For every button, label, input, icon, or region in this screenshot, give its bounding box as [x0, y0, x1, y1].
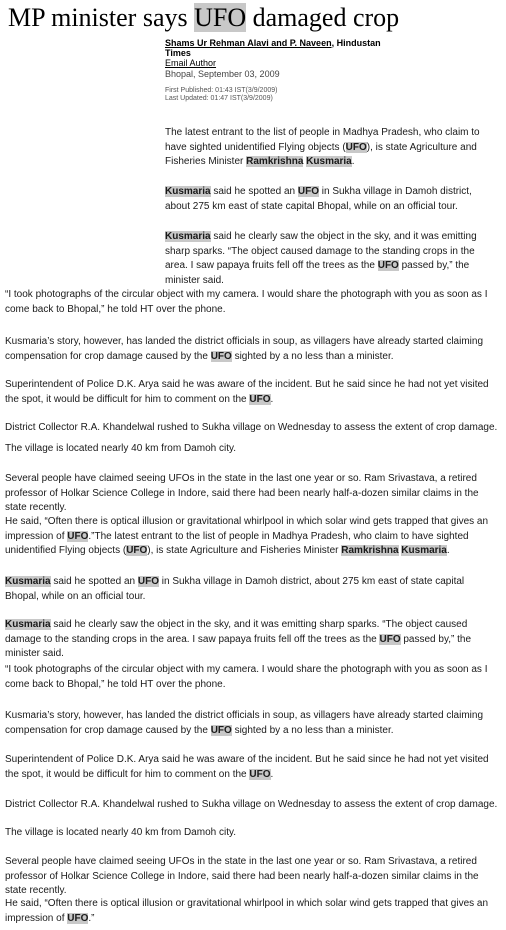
- paragraph: District Collector R.A. Khandelwal rushed to Sukha village on Wednesday to assess the extent of crop damage.: [5, 799, 498, 810]
- paragraph: He said, “Often there is optical illusion or gravitational whirlpool in which solar wind gets trapped that gives an impression of UFO.”The latest entrant to the list of people in Madhya Pradesh, who claim to have sighted unidentified Flying objects (UFO), is state Agriculture and Fisheries Minister Ramkrishna Kusmaria.: [5, 516, 489, 556]
- keyword-highlight: UFO: [210, 350, 232, 362]
- keyword-highlight: UFO: [67, 530, 89, 542]
- keyword-highlight: Kusmaria: [165, 231, 211, 242]
- keyword-highlight: UFO: [377, 260, 399, 271]
- paragraph: Kusmaria said he clearly saw the object in the sky, and it was emitting sharp sparks. “The object caused damage to the standing crops in the area. I saw papaya fruits fell off the trees as the UFO passed by,” the minister said.: [165, 231, 477, 286]
- keyword-highlight: Kusmaria: [5, 619, 51, 630]
- paragraph: Kusmaria said he spotted an UFO in Sukha village in Damoh district, about 275 km east of state capital Bhopal, while on an official tour.: [5, 576, 465, 602]
- headline-highlight: UFO: [194, 3, 247, 32]
- keyword-highlight: UFO: [379, 633, 401, 645]
- paragraph: Kusmaria said he spotted an UFO in Sukha village in Damoh district, about 275 km east of state capital Bhopal, while on an official tour.: [165, 186, 472, 212]
- keyword-highlight: UFO: [249, 768, 271, 780]
- paragraph: The village is located nearly 40 km from Damoh city.: [5, 443, 237, 454]
- article-headline: [8, 2, 399, 34]
- paragraph: District Collector R.A. Khandelwal rushed to Sukha village on Wednesday to assess the extent of crop damage.: [5, 422, 498, 433]
- paragraph: Kusmaria said he clearly saw the object in the sky, and it was emitting sharp sparks. “The object caused damage to the standing crops in the area. I saw papaya fruits fell off the trees as the UFO passed by,” the minister said.: [5, 619, 472, 659]
- paragraph: Kusmaria’s story, however, has landed the district officials in soup, as villagers have already started claiming compensation for crop damage caused by the UFO sighted by a no less than a minister.: [5, 710, 484, 736]
- keyword-highlight: UFO: [137, 576, 159, 587]
- keyword-highlight: UFO: [345, 141, 367, 153]
- email-author-link[interactable]: Email Author: [165, 58, 217, 68]
- paragraph: “I took photographs of the circular object with my camera. I would share the photograph with you as soon as I come back to Bhopal,” he told HT over the phone.: [5, 664, 488, 690]
- keyword-highlight: Kusmaria: [401, 545, 447, 556]
- publication-name: Hindustan Times: [165, 38, 381, 58]
- paragraph: The village is located nearly 40 km from Damoh city.: [5, 827, 237, 838]
- byline-authors-line: Shams Ur Rehman Alavi and P. Naveen, Hindustan Times: [165, 38, 381, 58]
- paragraph: Kusmaria’s story, however, has landed the district officials in soup, as villagers have already started claiming compensation for crop damage caused by the UFO sighted by a no less than a minister.: [5, 336, 484, 362]
- author-link[interactable]: Shams Ur Rehman Alavi and P. Naveen: [165, 38, 332, 48]
- paragraph: Superintendent of Police D.K. Arya said he was aware of the incident. But he said since he had not yet visited the spot, it would be difficult for him to comment on the UFO.: [5, 754, 489, 780]
- first-published: First Published: 01:43 IST(3/9/2009): [165, 87, 278, 94]
- keyword-highlight: UFO: [249, 393, 271, 405]
- paragraph: He said, “Often there is optical illusion or gravitational whirlpool in which solar wind gets trapped that gives an impression of UFO.”: [5, 898, 489, 924]
- paragraph: Superintendent of Police D.K. Arya said he was aware of the incident. But he said since he had not yet visited the spot, it would be difficult for him to comment on the UFO.: [5, 379, 489, 405]
- dateline: Bhopal, September 03, 2009: [165, 69, 280, 79]
- keyword-highlight: UFO: [297, 186, 319, 197]
- byline: [165, 38, 405, 103]
- last-updated: Last Updated: 01:47 IST(3/9/2009): [165, 95, 273, 102]
- keyword-highlight: Ramkrishna: [246, 156, 304, 167]
- keyword-highlight: Kusmaria: [306, 156, 352, 167]
- keyword-highlight: UFO: [210, 724, 232, 736]
- keyword-highlight: Kusmaria: [5, 576, 51, 587]
- paragraph: “I took photographs of the circular object with my camera. I would share the photograph with you as soon as I come back to Bhopal,” he told HT over the phone.: [5, 289, 488, 315]
- keyword-highlight: UFO: [126, 545, 148, 556]
- keyword-highlight: Ramkrishna: [341, 545, 399, 556]
- paragraph: The latest entrant to the list of people in Madhya Pradesh, who claim to have sighted unidentified Flying objects (UFO), is state Agriculture and Fisheries Minister Ramkrishna Kusmaria.: [165, 127, 480, 167]
- keyword-highlight: UFO: [67, 912, 89, 924]
- headline-text: MP minister says: [8, 3, 195, 32]
- headline-text-end: damaged crop: [246, 3, 400, 32]
- paragraph: Several people have claimed seeing UFOs in the state in the last one year or so. Ram Srivastava, a retired professor of Holkar Science College in Indore, said there had been nearly half-a-dozen similar claims in the state recently.: [5, 473, 479, 513]
- paragraph: Several people have claimed seeing UFOs in the state in the last one year or so. Ram Srivastava, a retired professor of Holkar Science College in Indore, said there had been nearly half-a-dozen similar claims in the state recently.: [5, 856, 479, 896]
- keyword-highlight: Kusmaria: [165, 186, 211, 197]
